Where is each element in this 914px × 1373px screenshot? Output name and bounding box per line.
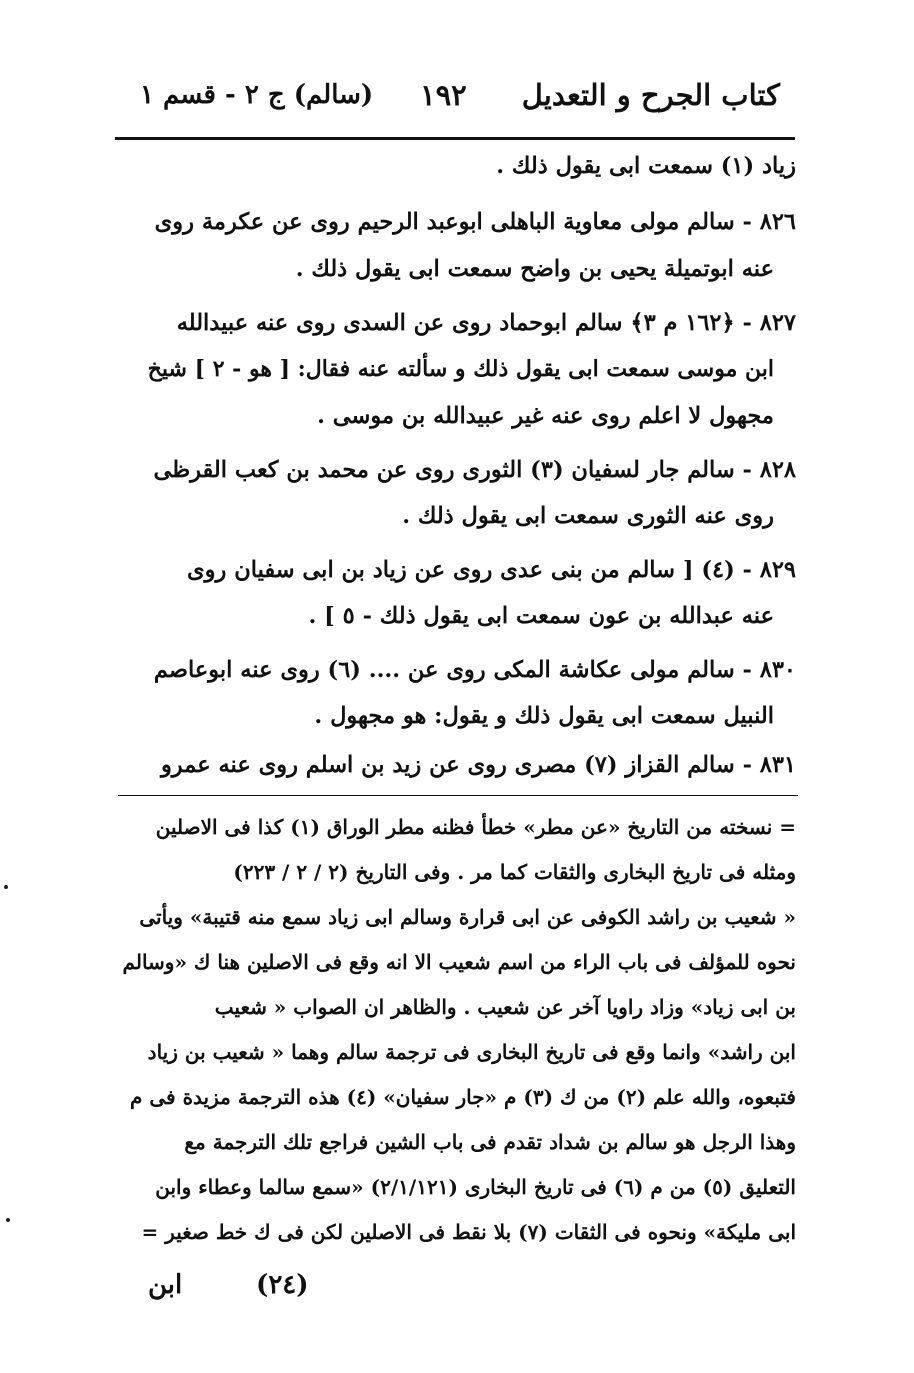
footnote-line: = نسخته من التاريخ «عن مطر» خطأ فظنه مطر الوراق (١) كذا فى الاصلين [155, 815, 796, 839]
text-line: روى عنه الثورى سمعت ابى يقول ذلك . [402, 503, 774, 529]
footnote-line: نحوه للمؤلف فى باب الراء من اسم شعيب الا انه وقع فى الاصلين هنا ك «وسالم [122, 950, 796, 974]
book-title: كتاب الجرح و التعديل [521, 78, 780, 112]
entry-829-line: ٨٢٩ - (٤) [ سالم من بنى عدى روى عن زياد بن ابى سفيان روى [187, 557, 796, 583]
catchword: ابن [148, 1270, 183, 1300]
footnote-line: وهذا الرجل هو سالم بن شداد تقدم فى باب الشين فراجع تلك الترجمة مع [184, 1130, 796, 1154]
page-number: ١٩٢ [420, 78, 467, 112]
footnote-line: التعليق (٥) من م (٦) فى تاريخ البخارى (٢/١/١٢١) «سمع سالما وعطاء وابن [155, 1175, 796, 1199]
header-rule [115, 137, 795, 140]
part-label: (سالم) ج ٢ - قسم ١ [140, 80, 374, 110]
entry-831-line: ٨٣١ - سالم القزاز (٧) مصرى روى عن زيد بن اسلم روى عنه عمرو [160, 752, 796, 778]
entry-828-line: ٨٢٨ - سالم جار لسفيان (٣) الثورى روى عن محمد بن كعب القرظى [153, 457, 796, 483]
footnote-line: بن ابى زياد» وزاد راويا آخر عن شعيب . والظاهر ان الصواب « شعيب [214, 995, 796, 1019]
text-line: مجهول لا اعلم روى عنه غير عبيدالله بن موسى . [317, 403, 774, 429]
scan-speck [6, 1218, 10, 1222]
scan-speck [4, 885, 8, 889]
footnote-line: ومثله فى تاريخ البخارى والثقات كما مر . وفى التاريخ (٢ / ٢ / ٢٢٣) [233, 860, 796, 884]
footnote-line: ابى مليكة» ونحوه فى الثقات (٧) بلا نقط فى الاصلين لكن فى ك خط صغير = [141, 1220, 796, 1244]
footnote-line: « شعيب بن راشد الكوفى عن ابى قرارة وسالم ابى زياد سمع منه قتيبة» ويأتى [139, 905, 796, 929]
footnote-rule [118, 795, 798, 796]
footnote-line: ابن راشد» وانما وقع فى تاريخ البخارى فى ترجمة سالم وهما « شعيب بن زياد [147, 1040, 796, 1064]
text-line: ابن موسى سمعت ابى يقول ذلك و سألته عنه فقال: [ هو - ٢ ] شيخ [147, 356, 774, 382]
entry-830-line: ٨٣٠ - سالم مولى عكاشة المكى روى عن .... (٦) روى عنه ابوعاصم [153, 657, 796, 683]
text-line: زياد (١) سمعت ابى يقول ذلك . [496, 153, 796, 179]
signature-number: (٢٤) [256, 1270, 309, 1300]
entry-827-line: ٨٢٧ - ﴿١٦٢ م ٣﴾ سالم ابوحماد روى عن السدى روى عنه عبيدالله [176, 310, 796, 336]
text-line: عنه عبدالله بن عون سمعت ابى يقول ذلك - ٥ ] . [308, 603, 774, 629]
entry-826-line: ٨٢٦ - سالم مولى معاوية الباهلى ابوعبد الرحيم روى عن عكرمة روى [154, 209, 796, 235]
text-line: عنه ابوتميلة يحيى بن واضح سمعت ابى يقول ذلك . [295, 256, 774, 282]
running-header [120, 78, 780, 124]
text-line: النبيل سمعت ابى يقول ذلك و يقول: هو مجهول . [314, 703, 774, 729]
footnote-line: فتبعوه، والله علم (٢) من ك (٣) م «جار سفيان» (٤) هذه الترجمة مزيدة فى م [130, 1085, 796, 1109]
